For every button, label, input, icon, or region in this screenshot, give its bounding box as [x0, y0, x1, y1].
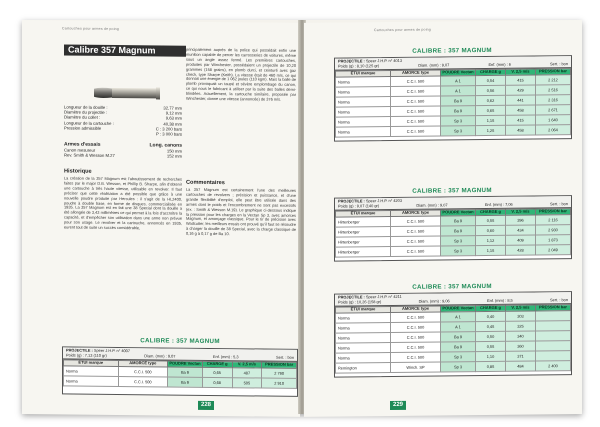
table-cell: Norma	[64, 376, 119, 387]
projectile-weight: Poids (g) : 7,13 (110 gr)	[66, 352, 107, 358]
section-title: CALIBRE : 357 MAGNUM	[412, 282, 492, 291]
table-cell: C.C.I. 500	[391, 332, 441, 343]
table-cell: C.C.I. 500	[391, 246, 441, 257]
table-cell: Ba 9	[441, 331, 476, 341]
column-header: POUDRE Vectan	[169, 360, 201, 366]
table-cell: 2 516	[535, 84, 570, 94]
table-cell: Ba 9	[441, 95, 476, 105]
spec-label: Longueur de la douille :	[64, 104, 108, 110]
spec-value: 40,38 mm	[163, 121, 182, 127]
table-cell: 0,45	[475, 321, 505, 331]
table-cell: Sp 3	[441, 351, 476, 361]
test-weapons-heading: Armes d'essais	[64, 141, 101, 148]
table-cell: Ba 9	[168, 377, 203, 387]
table-cell: 1,10	[475, 351, 505, 361]
spec-label: Diamètre du collet :	[64, 114, 101, 121]
table-cell: Norma	[336, 116, 391, 127]
table-cell	[535, 330, 570, 340]
column-header: ÉTUI marque	[336, 307, 391, 313]
column-header: POUDRE Vectan	[442, 305, 474, 311]
table-cell: Norma	[336, 76, 391, 87]
table-cell: Norma	[336, 332, 391, 343]
projectile-weight: Poids (g) : 9,07 (140 gr)	[338, 202, 380, 209]
table-cell: 0,54	[475, 75, 505, 85]
weapon-name: Canon mesureur	[64, 147, 96, 153]
table-cell: Sp 3	[441, 125, 476, 135]
table-cell: 0,85	[475, 361, 505, 371]
table-cell: Norma	[336, 106, 391, 117]
table-cell: 0,50	[475, 331, 505, 341]
table-cell: Norma	[64, 366, 119, 377]
column-header: CHARGE g	[475, 305, 505, 311]
column-header: ÉTUI marque	[64, 360, 119, 366]
section-title: CALIBRE : 357 MAGNUM	[412, 46, 492, 55]
projectile-crimp: Sert. : bon	[276, 354, 294, 360]
section-title: CALIBRE : 357 MAGNUM	[140, 337, 220, 346]
table-cell: 1 640	[535, 114, 570, 124]
projectile-crimp: Sert. : bon	[550, 296, 568, 302]
table-cell: C.C.I. 500	[391, 322, 441, 333]
projectile-diameter: Diam. (mm) : 9,06	[418, 297, 450, 304]
barrel-length: 152 mm	[166, 153, 182, 160]
test-weapons	[64, 142, 182, 159]
column-header: AMORCE type	[391, 70, 441, 76]
spec-value: P : 3 000 bars	[156, 131, 182, 137]
table-cell: Norma	[336, 352, 391, 363]
table-cell: 484	[505, 361, 535, 371]
column-header: ÉTUI marque	[336, 211, 391, 217]
column-header: CHARGE g	[475, 69, 505, 75]
history-text: La création de la 357 Magnum est l'aboutissement de recherches faites par le major D.B. Wesson, et Phillip B. Sharpe, afin d'obtenir une cartouche à très haute vitesse, utilisable en revolver. Il faut préciser que cette réalisation a été possible que grâce à une nouvelle poudre produite par Hercules : il s'agit de la HL2400, poudre à double base, en forme de disques, commercialisée en 1935. La 357 Magnum est en fait une 38 Special dont la douille a été allongée de 3,43 millimètres ce qui permet à la fois d'accroître la capacité, et d'empêcher son utilisation dans une arme non prévue pour son usage. Le revolver et la cartouche, annoncés en 1935, eurent tout de suite un succès considérable,	[64, 175, 182, 231]
table-cell: C.C.I. 500	[391, 96, 441, 107]
open-book	[22, 20, 582, 414]
table-cell: 409	[505, 235, 535, 245]
table-cell: 2 116	[535, 214, 570, 224]
load-table	[63, 359, 297, 388]
table-cell: Hirtenberger	[336, 236, 391, 247]
column-header: CHARGE g	[202, 361, 232, 367]
spec-value: 32,77 mm	[163, 105, 182, 111]
table-cell: 2 049	[535, 244, 570, 254]
table-cell: Ba 9	[441, 215, 476, 225]
table-cell: 2 930	[535, 224, 570, 234]
table-cell: 441	[505, 95, 535, 105]
load-table	[335, 68, 571, 137]
table-cell: Norma	[336, 312, 391, 323]
projectile-name: Speer J.H.P. n° 4203	[365, 197, 402, 204]
running-head: Cartouches pour armes de poing	[374, 27, 431, 33]
table-cell: 2 790	[262, 368, 297, 378]
table-cell: 2 671	[535, 104, 570, 114]
projectile-label: PROJECTILE :	[338, 58, 365, 64]
load-table-block	[334, 291, 572, 377]
page-title: Calibre 357 Magnum	[64, 44, 186, 56]
table-cell: 458	[505, 125, 535, 135]
load-table-block	[334, 195, 572, 261]
table-cell: 1,15	[475, 115, 505, 125]
spec-row	[64, 130, 182, 136]
column-header: V. 2,5 m/s	[505, 209, 535, 215]
table-cell	[535, 320, 570, 330]
table-cell: Sp 3	[441, 361, 476, 371]
table-cell: 415	[505, 115, 535, 125]
table-cell: 2 316	[535, 94, 570, 104]
table-cell: 1,12	[475, 235, 505, 245]
table-cell: Norma	[336, 96, 391, 107]
table-cell: Ba 9	[168, 367, 203, 377]
table-cell: C.C.I. 500	[391, 342, 441, 353]
table-row	[336, 124, 571, 136]
table-cell: Ba 9	[441, 225, 476, 235]
column-header: PRESSION bar	[262, 362, 297, 368]
table-cell: C.C.I. 500	[391, 116, 441, 127]
table-cell: 0,55	[475, 341, 505, 351]
table-cell: 0,55	[475, 215, 505, 225]
table-cell: 0,62	[475, 95, 505, 105]
column-header: POUDRE Vectan	[442, 69, 474, 75]
spec-label: Diamètre du projectile :	[64, 109, 108, 116]
projectile-crimp: Sert. : bon	[550, 200, 568, 206]
table-cell: 428	[505, 245, 535, 255]
table-cell: 325	[505, 321, 535, 331]
table-cell: C.C.I. 500	[391, 216, 441, 227]
column-header: V. 2,5 m/s	[505, 69, 535, 75]
load-table	[335, 208, 571, 257]
table-cell: 1 873	[535, 234, 570, 244]
table-cell: 0,68	[202, 377, 232, 387]
table-cell: 371	[505, 351, 535, 361]
cartridge-icon	[92, 85, 162, 102]
column-header: PRESSION bar	[535, 69, 570, 75]
table-cell: Hirtenberger	[336, 246, 391, 257]
table-cell	[535, 350, 570, 360]
table-cell: 0,56	[475, 85, 505, 95]
history-continued: principalement auprès de la police qui possédait enfin une munition capable de percer les carrosseries de voitures, même sous un angle assez fermé. Les premières cartouches, produites par Winchester, possédaient un projectile de 10,20 grammes (158 grains), en plomb durci, et ceinturé avec gaz check, type Sharpe (Keith). La vitesse était de 460 m/s, ce qui donnait une énergie de 1 062 joules (110 kgm). Mais la balle de plomb provoquait un taupé et sévère emplombage du canon, ce qui nous le fabricant à utiliser par la suite des balles demi-blindées. Actuellement, la cartouche similaire, proposée par Winchester, donne une vitesse (annoncée) de 376 m/s.	[186, 46, 296, 102]
projectile-seating: Enf. (mm) : 5,3	[212, 353, 239, 359]
table-cell: 1,15	[475, 245, 505, 255]
table-cell: C.C.I. 500	[118, 376, 168, 387]
projectile-name: Speer J.H.P. n° 4007	[93, 347, 130, 354]
projectile-label: PROJECTILE :	[66, 347, 93, 353]
table-cell: 2 212	[535, 74, 570, 84]
table-cell: 505	[232, 377, 262, 387]
load-table	[335, 304, 571, 373]
table-row	[336, 360, 571, 372]
table-cell: C.C.I. 500	[391, 76, 441, 87]
table-cell: Ba 9	[441, 105, 476, 115]
table-cell: Norma	[336, 322, 391, 333]
table-cell: A 1	[441, 311, 476, 321]
table-cell: C.C.I. 500	[391, 226, 441, 237]
table-cell: 0,60	[475, 225, 505, 235]
column-header: AMORCE type	[391, 306, 441, 312]
spec-label: Longueur de la cartouche :	[64, 120, 114, 126]
section-title: CALIBRE : 357 MAGNUM	[412, 186, 492, 195]
table-cell: A 1	[441, 75, 476, 85]
page-number: 228	[198, 401, 214, 410]
barrel-length: 150 mm	[166, 148, 182, 154]
table-cell: 2 064	[535, 124, 570, 134]
table-cell: C.C.I. 500	[391, 312, 441, 323]
projectile-seating: Enf. (mm) : 7,06	[484, 201, 513, 207]
projectile-seating: Enf. (mm) : 6	[488, 61, 511, 67]
projectile-seating: Enf. (mm) : 8,5	[487, 297, 513, 303]
column-header: ÉTUI marque	[336, 71, 391, 77]
page-number: 229	[390, 401, 406, 410]
table-cell: 396	[505, 215, 535, 225]
table-cell: Sp 3	[441, 245, 476, 255]
column-header: V. 2,5 m/s	[232, 362, 262, 368]
table-cell: Norma	[336, 342, 391, 353]
table-row	[64, 376, 297, 388]
table-cell: C.C.I. 500	[391, 126, 441, 137]
projectile-label: PROJECTILE :	[338, 294, 365, 300]
table-cell: 0,65	[475, 105, 505, 115]
table-cell: 340	[505, 331, 535, 341]
table-cell: Hirtenberger	[336, 216, 391, 227]
projectile-diameter: Diam. (mm) : 9,07	[144, 352, 176, 359]
table-cell: 487	[232, 367, 262, 377]
table-cell: Norma	[336, 86, 391, 97]
table-cell: C.C.I. 500	[391, 352, 441, 363]
table-cell: Sp 3	[441, 235, 476, 245]
load-table-block	[62, 346, 298, 396]
table-cell: 2 400	[535, 360, 570, 370]
table-cell: 434	[505, 225, 535, 235]
spec-label: Pression admissible	[64, 125, 102, 131]
weapon-name: Rev. Smith & Wesson M.27	[64, 152, 115, 159]
table-cell: Ba 9	[441, 341, 476, 351]
table-cell: 0,65	[202, 367, 232, 377]
table-cell: Norma	[336, 126, 391, 137]
column-header: AMORCE type	[118, 361, 168, 367]
specs-list	[64, 104, 182, 136]
table-cell: C.C.I. 500	[391, 236, 441, 247]
projectile-diameter: Diam. (mm) : 9,07	[416, 202, 448, 208]
table-cell: C.C.I. 500	[118, 366, 168, 377]
column-header: CHARGE g	[475, 209, 505, 215]
spec-value: C : 3 200 bars	[155, 126, 182, 132]
table-cell: 303	[505, 311, 535, 321]
projectile-diameter: Diam. (mm) : 9,07	[418, 61, 450, 68]
load-table-block	[334, 55, 572, 141]
running-head: Cartouches pour armes de poing	[62, 26, 119, 32]
table-cell: Hirtenberger	[336, 226, 391, 237]
table-cell: C.C.I. 500	[391, 86, 441, 97]
table-cell: Winch. SP	[391, 362, 441, 373]
table-cell: 415	[505, 75, 535, 85]
table-cell: 2 910	[262, 378, 297, 388]
table-cell: 458	[505, 105, 535, 115]
column-header: PRESSION bar	[535, 305, 570, 311]
table-cell: Sp 3	[441, 115, 476, 125]
table-row	[336, 244, 571, 256]
table-cell: A 1	[441, 85, 476, 95]
comments-heading: Commentaires	[186, 179, 225, 187]
projectile-weight: Poids (g) : 8,10 (125 gr)	[338, 62, 380, 69]
column-header: V. 2,5 m/s	[505, 305, 535, 311]
barrel-length-heading: Long. canons	[149, 142, 182, 149]
table-cell: A 1	[441, 321, 476, 331]
column-header: POUDRE Vectan	[442, 209, 474, 215]
projectile-weight: Poids (g) : 10,26 (158 gr)	[338, 298, 382, 305]
history-heading: Historique	[64, 168, 92, 175]
left-page	[22, 20, 300, 417]
spec-value: 9,12 mm	[165, 110, 182, 116]
projectile-name: Speer J.H.P. n° 4211	[365, 293, 402, 300]
comments-text: La 357 Magnum est certainement l'une des meilleures cartouches de revolvers ; précision et puissance, et d'une grande flexibilité d'emploi, elle peut être utilisée dans des armes dont le poids et l'encombrement ne sont pas excessifs (ex. : Smith & Wesson M.19). Le graphique ci-dessous indique la pression pour les charges en la Vectan Sp 3, avec amorces Magnum, et amorçage classique. Pour le tir de précision avec Wadcutter, les meilleurs essais ont prouvé qu'il faut se résoudre à charger la douille de 38 Special, avec la charge classique de 0,16 g à 0,17 g de Ba 10.	[186, 186, 296, 237]
projectile-crimp: Sert. : bon	[550, 60, 568, 66]
column-header: AMORCE type	[391, 210, 441, 216]
projectile-label: PROJECTILE :	[338, 198, 365, 204]
table-cell: C.C.I. 500	[391, 106, 441, 117]
table-cell: Remington	[336, 362, 391, 373]
right-page	[304, 20, 582, 417]
table-cell	[535, 310, 570, 320]
projectile-name: Speer J.H.P. n° 4013	[365, 57, 402, 64]
table-cell: 429	[505, 85, 535, 95]
table-cell: 0,40	[475, 311, 505, 321]
table-cell: 1,25	[475, 125, 505, 135]
column-header: PRESSION bar	[535, 209, 570, 215]
spec-value: 9,63 mm	[165, 115, 182, 122]
table-cell: 360	[505, 341, 535, 351]
table-cell	[535, 340, 570, 350]
